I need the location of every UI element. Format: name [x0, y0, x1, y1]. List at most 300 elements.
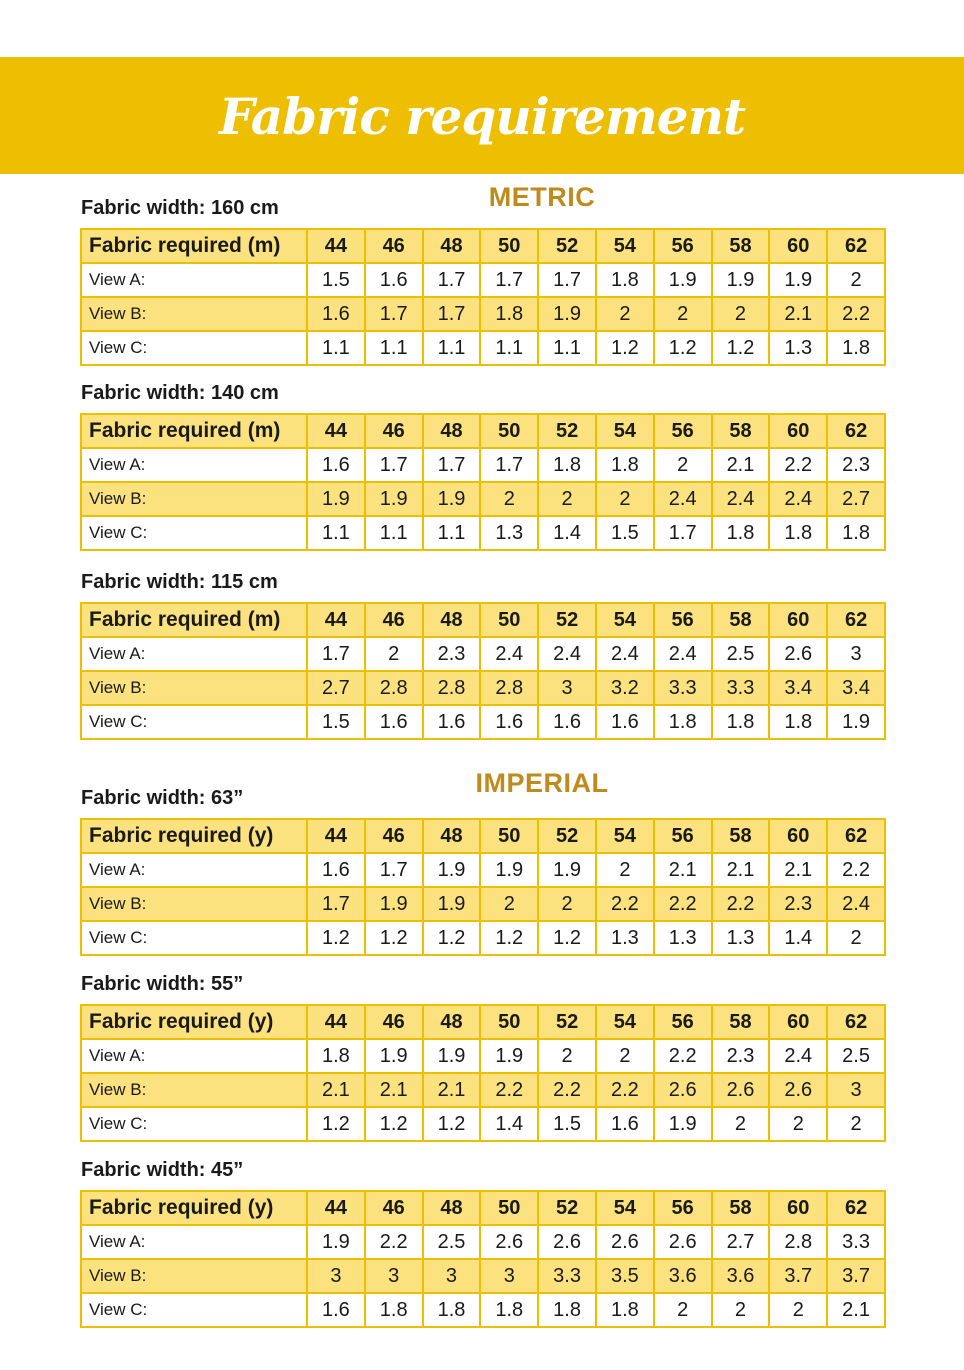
fabric-value-cell: 3 [307, 1259, 365, 1293]
fabric-value-cell: 1.7 [423, 263, 481, 297]
size-header: 48 [423, 1191, 481, 1225]
fabric-value-cell: 1.9 [769, 263, 827, 297]
fabric-value-cell: 1.7 [423, 297, 481, 331]
fabric-value-cell: 2.3 [423, 637, 481, 671]
fabric-value-cell: 3 [827, 637, 885, 671]
size-header: 52 [538, 603, 596, 637]
table-row [81, 705, 885, 739]
fabric-value-cell: 2 [480, 482, 538, 516]
fabric-value-cell: 2.6 [769, 1073, 827, 1107]
metric-fabric-table [80, 413, 886, 551]
fabric-value-cell: 1.7 [480, 263, 538, 297]
size-header: 46 [365, 414, 423, 448]
fabric-value-cell: 1.9 [538, 853, 596, 887]
fabric-value-cell: 2.3 [769, 887, 827, 921]
view-label: View C: [81, 921, 307, 955]
fabric-value-cell: 1.7 [307, 637, 365, 671]
fabric-value-cell: 1.6 [538, 705, 596, 739]
fabric-value-cell: 1.6 [307, 853, 365, 887]
fabric-value-cell: 1.7 [307, 887, 365, 921]
table-row [81, 1259, 885, 1293]
fabric-value-cell: 2 [596, 297, 654, 331]
size-header: 44 [307, 229, 365, 263]
fabric-value-cell: 1.6 [307, 1293, 365, 1327]
fabric-value-cell: 1.6 [596, 1107, 654, 1141]
fabric-value-cell: 1.8 [596, 263, 654, 297]
size-header: 44 [307, 414, 365, 448]
size-header: 58 [712, 229, 770, 263]
metric-fabric-table [80, 602, 886, 740]
view-label: View B: [81, 671, 307, 705]
size-header: 50 [480, 603, 538, 637]
fabric-value-cell: 1.6 [307, 297, 365, 331]
view-label: View C: [81, 516, 307, 550]
fabric-value-cell: 1.8 [827, 331, 885, 365]
fabric-value-cell: 3.3 [827, 1225, 885, 1259]
view-label: View B: [81, 482, 307, 516]
fabric-value-cell: 1.6 [596, 705, 654, 739]
fabric-value-cell: 2 [538, 887, 596, 921]
table-header-row [81, 819, 885, 853]
size-header: 50 [480, 1191, 538, 1225]
fabric-value-cell: 2.6 [654, 1225, 712, 1259]
fabric-value-cell: 2.3 [827, 448, 885, 482]
size-header: 52 [538, 1191, 596, 1225]
fabric-value-cell: 2.2 [596, 887, 654, 921]
view-label: View C: [81, 1293, 307, 1327]
view-label: View C: [81, 705, 307, 739]
view-label: View A: [81, 263, 307, 297]
fabric-value-cell: 1.6 [480, 705, 538, 739]
fabric-value-cell: 1.2 [423, 921, 481, 955]
size-header: 62 [827, 414, 885, 448]
fabric-value-cell: 2 [712, 1293, 770, 1327]
fabric-value-cell: 1.9 [423, 482, 481, 516]
size-header: 48 [423, 414, 481, 448]
fabric-value-cell: 3.6 [654, 1259, 712, 1293]
size-header: 56 [654, 1191, 712, 1225]
fabric-width-label: Fabric width: 140 cm [81, 382, 279, 404]
table-row [81, 516, 885, 550]
size-header: 52 [538, 229, 596, 263]
fabric-value-cell: 3.4 [827, 671, 885, 705]
fabric-value-cell: 2.2 [480, 1073, 538, 1107]
fabric-value-cell: 1.7 [365, 853, 423, 887]
title-banner [0, 57, 964, 174]
fabric-value-cell: 2.6 [596, 1225, 654, 1259]
table-row [81, 297, 885, 331]
fabric-value-cell: 3.2 [596, 671, 654, 705]
fabric-value-cell: 1.2 [480, 921, 538, 955]
fabric-value-cell: 2.6 [769, 637, 827, 671]
fabric-value-cell: 3.7 [769, 1259, 827, 1293]
fabric-value-cell: 2.4 [596, 637, 654, 671]
fabric-value-cell: 2 [769, 1107, 827, 1141]
fabric-value-cell: 2 [365, 637, 423, 671]
fabric-value-cell: 3.3 [654, 671, 712, 705]
size-header: 50 [480, 229, 538, 263]
size-header: 62 [827, 603, 885, 637]
fabric-value-cell: 2.3 [712, 1039, 770, 1073]
fabric-value-cell: 1.9 [654, 1107, 712, 1141]
fabric-value-cell: 1.8 [769, 516, 827, 550]
metric-fabric-table [80, 228, 886, 366]
fabric-value-cell: 1.9 [365, 1039, 423, 1073]
fabric-value-cell: 1.8 [712, 516, 770, 550]
fabric-value-cell: 1.6 [365, 705, 423, 739]
size-header: 58 [712, 1005, 770, 1039]
fabric-value-cell: 2.2 [827, 297, 885, 331]
fabric-value-cell: 3.5 [596, 1259, 654, 1293]
fabric-value-cell: 2.8 [769, 1225, 827, 1259]
table-row [81, 637, 885, 671]
fabric-value-cell: 1.9 [480, 1039, 538, 1073]
header-label: Fabric required (y) [81, 1005, 307, 1039]
fabric-value-cell: 1.1 [365, 331, 423, 365]
fabric-value-cell: 2.2 [538, 1073, 596, 1107]
size-header: 50 [480, 414, 538, 448]
fabric-value-cell: 1.8 [307, 1039, 365, 1073]
fabric-value-cell: 1.8 [538, 1293, 596, 1327]
header-label: Fabric required (m) [81, 603, 307, 637]
size-header: 62 [827, 1005, 885, 1039]
fabric-value-cell: 2 [827, 263, 885, 297]
fabric-value-cell: 1.2 [365, 921, 423, 955]
fabric-value-cell: 2.1 [712, 448, 770, 482]
fabric-value-cell: 1.7 [480, 448, 538, 482]
fabric-value-cell: 2 [712, 1107, 770, 1141]
fabric-value-cell: 1.6 [307, 448, 365, 482]
fabric-value-cell: 2.4 [654, 637, 712, 671]
fabric-value-cell: 1.4 [480, 1107, 538, 1141]
fabric-value-cell: 2.1 [712, 853, 770, 887]
fabric-value-cell: 2 [480, 887, 538, 921]
fabric-value-cell: 3.3 [538, 1259, 596, 1293]
fabric-value-cell: 2 [596, 1039, 654, 1073]
table-row [81, 853, 885, 887]
fabric-value-cell: 1.2 [654, 331, 712, 365]
view-label: View A: [81, 1039, 307, 1073]
imperial-fabric-table [80, 818, 886, 956]
fabric-value-cell: 2 [538, 1039, 596, 1073]
fabric-value-cell: 1.1 [423, 516, 481, 550]
size-header: 56 [654, 819, 712, 853]
size-header: 46 [365, 1191, 423, 1225]
size-header: 52 [538, 819, 596, 853]
header-label: Fabric required (y) [81, 1191, 307, 1225]
page-title: Fabric requirement [218, 87, 746, 146]
table-header-row [81, 414, 885, 448]
fabric-value-cell: 3.6 [712, 1259, 770, 1293]
size-header: 48 [423, 819, 481, 853]
fabric-value-cell: 1.9 [365, 887, 423, 921]
size-header: 46 [365, 1005, 423, 1039]
fabric-value-cell: 1.1 [307, 516, 365, 550]
size-header: 46 [365, 603, 423, 637]
fabric-value-cell: 2.7 [712, 1225, 770, 1259]
size-header: 54 [596, 603, 654, 637]
fabric-value-cell: 1.6 [423, 705, 481, 739]
fabric-value-cell: 1.3 [654, 921, 712, 955]
table-row [81, 331, 885, 365]
fabric-value-cell: 1.7 [365, 297, 423, 331]
fabric-value-cell: 2 [827, 1107, 885, 1141]
table-header-row [81, 1005, 885, 1039]
fabric-value-cell: 2.4 [769, 482, 827, 516]
table-row [81, 1225, 885, 1259]
size-header: 54 [596, 414, 654, 448]
size-header: 62 [827, 1191, 885, 1225]
size-header: 44 [307, 819, 365, 853]
fabric-value-cell: 1.3 [596, 921, 654, 955]
fabric-value-cell: 2.2 [654, 1039, 712, 1073]
fabric-value-cell: 3 [365, 1259, 423, 1293]
fabric-value-cell: 1.5 [538, 1107, 596, 1141]
fabric-value-cell: 1.2 [365, 1107, 423, 1141]
fabric-value-cell: 2.2 [365, 1225, 423, 1259]
size-header: 58 [712, 414, 770, 448]
fabric-value-cell: 2.2 [712, 887, 770, 921]
fabric-value-cell: 1.2 [423, 1107, 481, 1141]
fabric-value-cell: 2 [827, 921, 885, 955]
fabric-value-cell: 1.2 [307, 921, 365, 955]
view-label: View B: [81, 1073, 307, 1107]
fabric-value-cell: 1.4 [538, 516, 596, 550]
fabric-value-cell: 1.5 [307, 263, 365, 297]
fabric-value-cell: 1.3 [769, 331, 827, 365]
fabric-width-label: Fabric width: 115 cm [81, 571, 278, 593]
size-header: 50 [480, 819, 538, 853]
fabric-value-cell: 3.3 [712, 671, 770, 705]
fabric-value-cell: 1.9 [480, 853, 538, 887]
fabric-value-cell: 2.4 [769, 1039, 827, 1073]
size-header: 58 [712, 819, 770, 853]
size-header: 60 [769, 414, 827, 448]
fabric-value-cell: 2 [538, 482, 596, 516]
fabric-value-cell: 2.6 [654, 1073, 712, 1107]
fabric-value-cell: 3.7 [827, 1259, 885, 1293]
fabric-value-cell: 2 [654, 297, 712, 331]
view-label: View C: [81, 331, 307, 365]
size-header: 44 [307, 1005, 365, 1039]
fabric-value-cell: 1.2 [307, 1107, 365, 1141]
fabric-value-cell: 1.9 [538, 297, 596, 331]
fabric-value-cell: 2.1 [307, 1073, 365, 1107]
fabric-value-cell: 2.2 [596, 1073, 654, 1107]
size-header: 46 [365, 229, 423, 263]
fabric-value-cell: 2.1 [423, 1073, 481, 1107]
fabric-value-cell: 2 [596, 853, 654, 887]
size-header: 48 [423, 229, 481, 263]
view-label: View A: [81, 853, 307, 887]
size-header: 60 [769, 603, 827, 637]
fabric-value-cell: 1.2 [538, 921, 596, 955]
header-label: Fabric required (m) [81, 229, 307, 263]
fabric-value-cell: 2.5 [827, 1039, 885, 1073]
fabric-value-cell: 2.7 [827, 482, 885, 516]
fabric-value-cell: 3 [423, 1259, 481, 1293]
size-header: 60 [769, 229, 827, 263]
fabric-value-cell: 2.5 [423, 1225, 481, 1259]
fabric-value-cell: 2.4 [538, 637, 596, 671]
fabric-value-cell: 1.8 [365, 1293, 423, 1327]
size-header: 46 [365, 819, 423, 853]
size-header: 60 [769, 1005, 827, 1039]
size-header: 54 [596, 1191, 654, 1225]
fabric-value-cell: 1.8 [480, 1293, 538, 1327]
fabric-value-cell: 1.8 [423, 1293, 481, 1327]
size-header: 52 [538, 1005, 596, 1039]
view-label: View B: [81, 887, 307, 921]
fabric-value-cell: 2.1 [827, 1293, 885, 1327]
fabric-value-cell: 1.8 [480, 297, 538, 331]
fabric-value-cell: 2 [654, 1293, 712, 1327]
size-header: 60 [769, 819, 827, 853]
fabric-value-cell: 2 [596, 482, 654, 516]
table-row [81, 1293, 885, 1327]
table-row [81, 887, 885, 921]
table-row [81, 1039, 885, 1073]
table-row [81, 921, 885, 955]
fabric-value-cell: 1.8 [712, 705, 770, 739]
size-header: 56 [654, 414, 712, 448]
fabric-value-cell: 2.7 [307, 671, 365, 705]
table-header-row [81, 603, 885, 637]
size-header: 54 [596, 819, 654, 853]
fabric-value-cell: 2.1 [365, 1073, 423, 1107]
fabric-value-cell: 1.1 [480, 331, 538, 365]
header-label: Fabric required (m) [81, 414, 307, 448]
fabric-width-label: Fabric width: 160 cm [81, 197, 279, 219]
table-row [81, 448, 885, 482]
size-header: 54 [596, 229, 654, 263]
imperial-fabric-table [80, 1190, 886, 1328]
fabric-value-cell: 1.8 [538, 448, 596, 482]
fabric-value-cell: 2 [769, 1293, 827, 1327]
fabric-value-cell: 2.8 [423, 671, 481, 705]
fabric-value-cell: 1.9 [654, 263, 712, 297]
fabric-value-cell: 2.5 [712, 637, 770, 671]
size-header: 52 [538, 414, 596, 448]
size-header: 58 [712, 603, 770, 637]
view-label: View A: [81, 1225, 307, 1259]
fabric-value-cell: 2.6 [538, 1225, 596, 1259]
fabric-value-cell: 1.9 [423, 887, 481, 921]
fabric-value-cell: 1.5 [307, 705, 365, 739]
fabric-value-cell: 3 [538, 671, 596, 705]
fabric-value-cell: 1.9 [365, 482, 423, 516]
table-row [81, 263, 885, 297]
fabric-value-cell: 1.9 [307, 482, 365, 516]
fabric-value-cell: 2.6 [480, 1225, 538, 1259]
table-row [81, 671, 885, 705]
metric-heading: METRIC [488, 182, 596, 212]
fabric-value-cell: 2.4 [654, 482, 712, 516]
fabric-value-cell: 3 [480, 1259, 538, 1293]
view-label: View A: [81, 637, 307, 671]
fabric-value-cell: 1.8 [654, 705, 712, 739]
fabric-value-cell: 3 [827, 1073, 885, 1107]
view-label: View B: [81, 297, 307, 331]
fabric-value-cell: 2.2 [769, 448, 827, 482]
view-label: View A: [81, 448, 307, 482]
size-header: 48 [423, 1005, 481, 1039]
size-header: 56 [654, 603, 712, 637]
fabric-width-label: Fabric width: 45” [81, 1159, 244, 1181]
fabric-value-cell: 1.8 [827, 516, 885, 550]
size-header: 44 [307, 1191, 365, 1225]
table-row [81, 1073, 885, 1107]
fabric-value-cell: 1.9 [827, 705, 885, 739]
fabric-value-cell: 1.3 [712, 921, 770, 955]
fabric-value-cell: 1.6 [365, 263, 423, 297]
fabric-value-cell: 1.7 [538, 263, 596, 297]
fabric-value-cell: 1.9 [423, 853, 481, 887]
size-header: 62 [827, 229, 885, 263]
size-header: 58 [712, 1191, 770, 1225]
table-row [81, 1107, 885, 1141]
fabric-value-cell: 1.9 [307, 1225, 365, 1259]
fabric-value-cell: 1.8 [596, 448, 654, 482]
fabric-value-cell: 2.1 [769, 297, 827, 331]
table-row [81, 482, 885, 516]
fabric-value-cell: 2.2 [827, 853, 885, 887]
fabric-value-cell: 1.7 [654, 516, 712, 550]
fabric-width-label: Fabric width: 55” [81, 973, 244, 995]
fabric-value-cell: 1.8 [596, 1293, 654, 1327]
fabric-value-cell: 1.9 [423, 1039, 481, 1073]
fabric-value-cell: 2 [654, 448, 712, 482]
size-header: 54 [596, 1005, 654, 1039]
imperial-fabric-table [80, 1004, 886, 1142]
fabric-value-cell: 2.4 [480, 637, 538, 671]
fabric-value-cell: 2.1 [654, 853, 712, 887]
fabric-value-cell: 1.9 [712, 263, 770, 297]
fabric-value-cell: 1.7 [423, 448, 481, 482]
fabric-value-cell: 3.4 [769, 671, 827, 705]
fabric-value-cell: 1.5 [596, 516, 654, 550]
header-label: Fabric required (y) [81, 819, 307, 853]
fabric-value-cell: 1.1 [423, 331, 481, 365]
size-header: 48 [423, 603, 481, 637]
fabric-value-cell: 2.4 [712, 482, 770, 516]
fabric-value-cell: 2 [712, 297, 770, 331]
table-header-row [81, 1191, 885, 1225]
view-label: View B: [81, 1259, 307, 1293]
fabric-value-cell: 1.8 [769, 705, 827, 739]
size-header: 60 [769, 1191, 827, 1225]
fabric-value-cell: 1.1 [307, 331, 365, 365]
fabric-value-cell: 1.2 [712, 331, 770, 365]
size-header: 44 [307, 603, 365, 637]
fabric-value-cell: 2.2 [654, 887, 712, 921]
size-header: 56 [654, 1005, 712, 1039]
fabric-value-cell: 1.3 [480, 516, 538, 550]
fabric-value-cell: 1.1 [538, 331, 596, 365]
size-header: 50 [480, 1005, 538, 1039]
fabric-value-cell: 2.6 [712, 1073, 770, 1107]
fabric-value-cell: 2.8 [365, 671, 423, 705]
fabric-value-cell: 1.2 [596, 331, 654, 365]
fabric-value-cell: 2.8 [480, 671, 538, 705]
fabric-value-cell: 1.1 [365, 516, 423, 550]
fabric-value-cell: 2.4 [827, 887, 885, 921]
size-header: 56 [654, 229, 712, 263]
fabric-width-label: Fabric width: 63” [81, 787, 244, 809]
imperial-heading: IMPERIAL [475, 768, 609, 798]
fabric-value-cell: 2.1 [769, 853, 827, 887]
fabric-value-cell: 1.4 [769, 921, 827, 955]
